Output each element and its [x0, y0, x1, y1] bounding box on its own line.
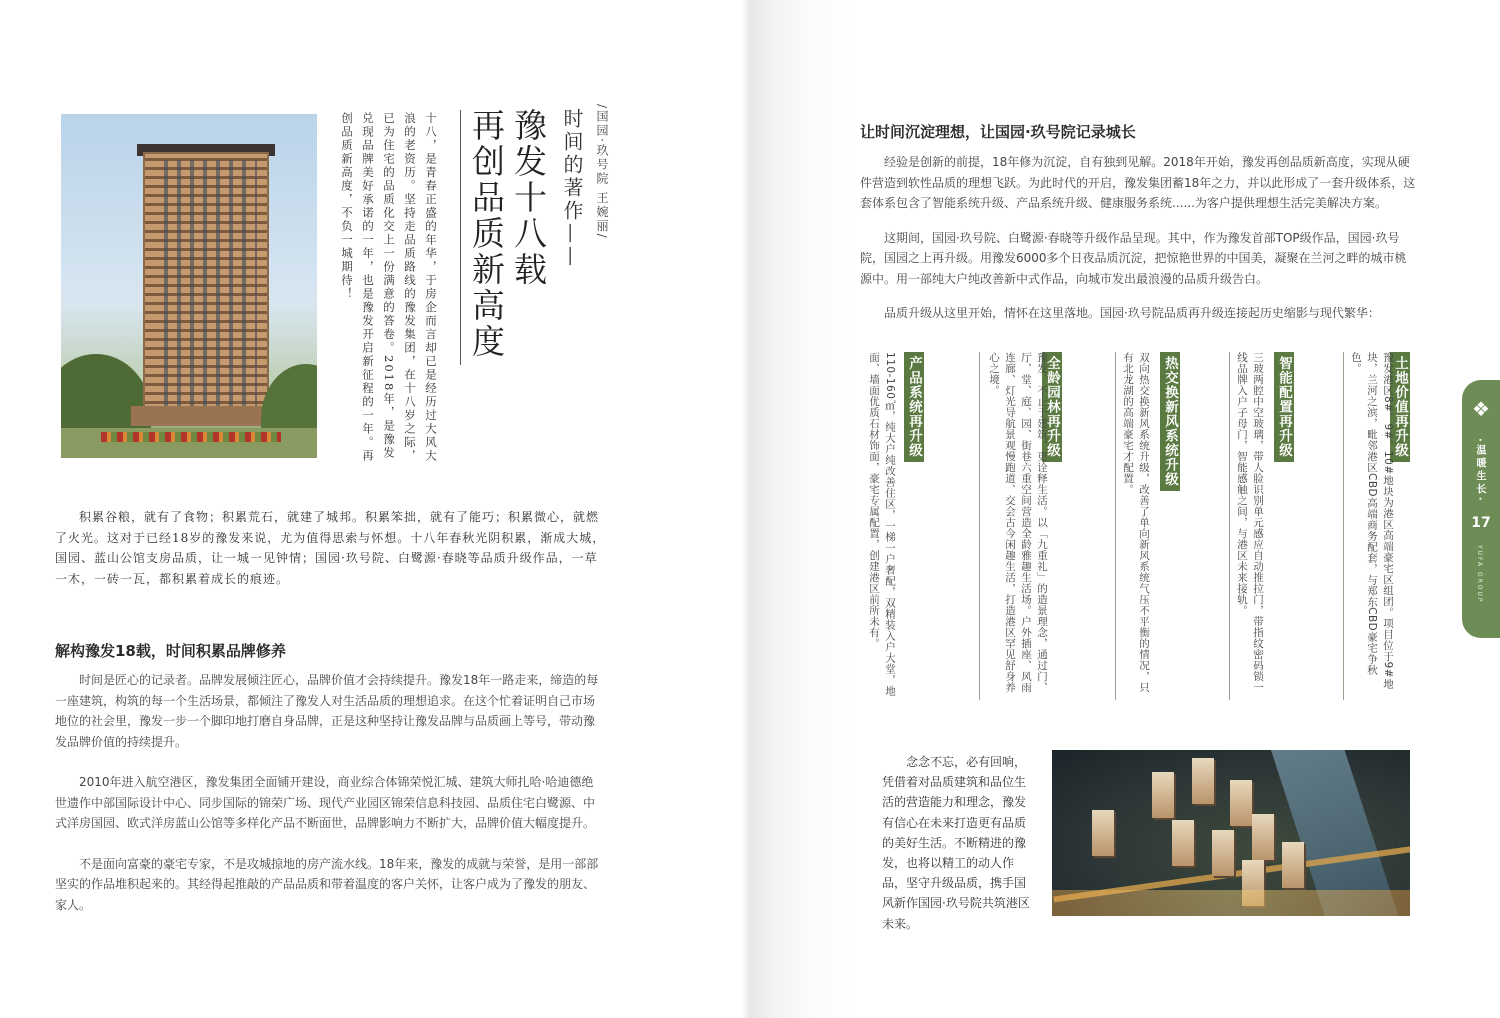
closing-paragraph: 念念不忘，必有回响，凭借着对品质建筑和品位生活的营造能力和理念，豫发有信心在未来打造更有品质的美好生活。不断精进的豫发，也将以精工的动人作品，坚守升级品质，携手国风新作国园·玖号院共筑港区未来。 [882, 755, 1030, 931]
aerial-photo [1052, 750, 1410, 916]
upgrade-label-ventilation: 热交换新风系统升级 [1160, 352, 1180, 491]
building-photo [61, 114, 317, 458]
intro-vertical-text: 十八，是青春正盛的年华，于房企而言却已是经历过大风大浪的老资历。坚持走品质路线的豫发集团，在十八岁之际，已为住宅的品质化交上一份满意的答卷。2018年，是豫发兑现品牌美好承诺的一年，也是豫发开启新征程的一年。再创品质新高度，不负一城期待！ [340, 112, 438, 463]
page-number: 17 [1471, 515, 1491, 531]
title-part-3: 再创品质新高度 [467, 108, 506, 360]
section-heading-left: 解构豫发18载，时间积累品牌修养 [55, 642, 286, 660]
upgrade-text-land: 豫发港区8#、9#、10#地块为港区高端豪宅区组团。项目位于9#地块，兰河之滨，毗邻港区CBD高端商务配套，与郑东CBD豪宅争秋色。 [1350, 352, 1394, 690]
author-line: /国园·玖号院 王婉丽/ [595, 104, 609, 240]
lead-paragraph: 积累谷粮，就有了食物；积累荒石，就建了城邦。积累笨拙，就有了能巧；积累微心，就燃了火光。这对于已经18岁的豫发来说，尤为值得思索与怀想。十八年春秋光阴积累，渐成大城，国园、蓝山公馆支房品质，让一城一见钟情；国园·玖号院、白鹭源·春晓等品质升级作品，一草一木，一砖一瓦，都积累着成长的痕迹。 [55, 510, 606, 586]
upgrade-text-smart: 三玻两腔中空玻璃，带人脸识别单元感应自动推拉门，带指纹密码锁一线品牌入户子母门，智能感触之间，与港区未来接轨。 [1236, 352, 1264, 693]
paragraph: 不是面向富豪的豪宅专家，不是攻城掠地的房产流水线。18年来，豫发的成就与荣誉，是用一部部坚实的作品堆积起来的。其经得起推敲的产品品质和带着温度的客户关怀，让客户成为了豫发的朋友、家人。 [55, 856, 599, 912]
paragraph: 这期间，国园·玖号院、白鹭源·春晓等升级作品呈现。其中，作为豫发首部TOP级作品，国园·玖号院，国园之上再升级。用豫发6000多个日夜品质沉淀，把惊艳世界的中国美，凝聚在兰河之畔的城市桃源中。用一部纯大户纯改善新中式作品，向城市发出最浪漫的品质升级告白。 [860, 230, 1407, 286]
title-part-1: 时间的著作—— [560, 108, 584, 269]
title-divider [460, 110, 461, 365]
column-divider [979, 352, 980, 700]
upgrade-label-land: 土地价值再升级 [1390, 352, 1410, 462]
body-right [860, 152, 1416, 338]
paragraph: 品质升级从这里开始，情怀在这里落地。国园·玖号院品质再升级连接起历史缩影与现代繁华： [884, 306, 1380, 320]
section-tab-text: ·温暖生长· [1474, 438, 1485, 504]
upgrade-label-smart: 智能配置再升级 [1274, 352, 1294, 462]
paragraph: 时间是匠心的记录者。品牌发展倾注匠心，品牌价值才会持续提升。豫发18年一路走来，缔造的每一座建筑，构筑的每一个生活场景，都倾注了豫发人对生活品质的理想追求。在这个忙着证明自己市场地位的社会里，豫发一步一个脚印地打磨自身品牌，正是这种坚持让豫发品牌与品质画上等号，带动豫发品牌价值的持续提升。 [55, 673, 599, 749]
body-left [55, 670, 605, 935]
column-divider [1115, 352, 1116, 700]
upgrade-label-garden: 全龄园林再升级 [1042, 352, 1062, 462]
paragraph: 2010年进入航空港区，豫发集团全面铺开建设，商业综合体锦荣悦汇城、建筑大师扎哈·哈迪德绝世遗作中部国际设计中心、同步国际的锦荣广场、现代产业园区锦荣信息科技园、品质住宅白鹭源、中式洋房国园、欧式洋房蓝山公馆等多样化产品不断面世，品牌影响力不断扩大，品牌价值大幅度提升。 [55, 775, 596, 830]
section-heading-right: 让时间沉淀理想，让国园·玖号院记录城长 [860, 123, 1136, 141]
upgrade-text-garden: 豫发，不止于建筑，更诠释生活。以「九重礼」的造景理念，通过门、厅、堂、庭、园、街巷六重空间营造全龄雅趣生活场。户外插座、风雨连廊、灯光导航景观慢跑道、交会古今闲趣生活，打造港区罕见舒身养心之境。 [988, 352, 1048, 693]
upgrade-text-product: 110-160㎡，纯大户纯改善住区，一梯一户奢配，双精装入户大堂，地面、墙面优质石材饰面，豪宅专属配置，创建港区前所未有。 [868, 352, 896, 697]
title-part-2: 豫发十八载 [509, 108, 548, 288]
tab-subtitle: YUFA GROUP [1476, 545, 1483, 604]
paragraph: 经验是创新的前提，18年修为沉淀，自有独到见解。2018年开始，豫发再创品质新高度，实现从硬件营造到软性品质的理想飞跃。为此时代的开启，豫发集团蓄18年之力，并以此形成了一套升级体系，这套体系包含了智能系统升级、产品系统升级、健康服务系统......为客户提供理想生活完美解决方案。 [860, 155, 1416, 210]
column-divider [1229, 352, 1230, 700]
column-divider [1343, 352, 1344, 700]
leaf-diamond-icon: ❖ [1472, 397, 1490, 421]
upgrade-label-product: 产品系统再升级 [904, 352, 924, 462]
upgrade-text-ventilation: 双向热交换新风系统升级，改善了单向新风系统气压不平衡的情况，只有北龙湖的高端豪宅才配置。 [1122, 352, 1150, 693]
